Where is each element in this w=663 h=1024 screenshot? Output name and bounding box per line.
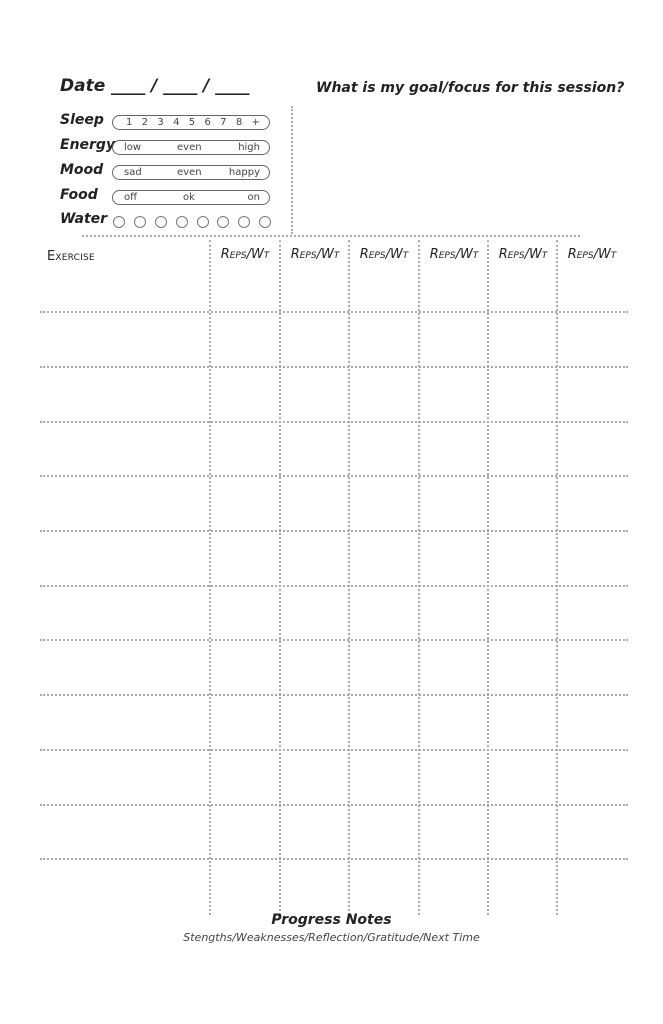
sleep-label: Sleep bbox=[60, 112, 104, 128]
sleep-scale[interactable] bbox=[112, 115, 270, 130]
water-circle[interactable] bbox=[113, 216, 125, 228]
water-circle[interactable] bbox=[259, 216, 271, 228]
set-header: Reps/Wt bbox=[290, 247, 340, 262]
water-circle[interactable] bbox=[197, 216, 209, 228]
sleep-option[interactable]: 8 bbox=[235, 117, 243, 128]
exercise-header: Exercise bbox=[47, 249, 95, 264]
mood-label: Mood bbox=[60, 162, 104, 178]
energy-high[interactable]: high bbox=[238, 142, 260, 153]
row-divider bbox=[40, 639, 628, 641]
water-circle[interactable] bbox=[217, 216, 229, 228]
food-mid[interactable]: ok bbox=[183, 192, 195, 203]
sleep-option[interactable]: + bbox=[251, 117, 260, 128]
row-divider bbox=[40, 858, 628, 860]
date-field[interactable]: Date ____ / ____ / ____ bbox=[60, 76, 250, 96]
column-divider bbox=[418, 240, 420, 915]
row-divider bbox=[40, 366, 628, 368]
row-divider bbox=[40, 311, 628, 313]
sleep-option[interactable]: 2 bbox=[141, 117, 149, 128]
sleep-option[interactable]: 6 bbox=[204, 117, 211, 128]
metrics-bottom-rule bbox=[82, 235, 580, 237]
energy-low[interactable]: low bbox=[124, 142, 142, 153]
row-divider bbox=[40, 804, 628, 806]
water-circle[interactable] bbox=[134, 216, 146, 228]
mood-low[interactable]: sad bbox=[124, 167, 142, 178]
row-divider bbox=[40, 749, 628, 751]
water-circle[interactable] bbox=[176, 216, 188, 228]
sleep-option[interactable]: 7 bbox=[220, 117, 227, 128]
set-header: Reps/Wt bbox=[498, 247, 548, 262]
water-circle[interactable] bbox=[238, 216, 250, 228]
sleep-option[interactable]: 4 bbox=[173, 117, 180, 128]
set-header: Reps/Wt bbox=[359, 247, 409, 262]
row-divider bbox=[40, 421, 628, 423]
mood-scale[interactable] bbox=[112, 165, 270, 180]
column-divider bbox=[209, 240, 211, 915]
mood-high[interactable]: happy bbox=[228, 167, 260, 178]
row-divider bbox=[40, 585, 628, 587]
food-scale[interactable] bbox=[112, 190, 270, 205]
mood-mid[interactable]: even bbox=[177, 167, 202, 178]
sleep-option[interactable]: 1 bbox=[126, 117, 133, 128]
set-header: Reps/Wt bbox=[220, 247, 270, 262]
energy-label: Energy bbox=[60, 137, 116, 153]
water-circle[interactable] bbox=[155, 216, 167, 228]
food-label: Food bbox=[60, 187, 98, 203]
set-header: Reps/Wt bbox=[567, 247, 617, 262]
food-low[interactable]: off bbox=[124, 192, 138, 203]
goal-question: What is my goal/focus for this session? bbox=[316, 80, 625, 96]
row-divider bbox=[40, 530, 628, 532]
row-divider bbox=[40, 475, 628, 477]
column-divider bbox=[279, 240, 281, 915]
column-divider bbox=[348, 240, 350, 915]
food-high[interactable]: on bbox=[247, 192, 260, 203]
column-divider bbox=[487, 240, 489, 915]
water-label: Water bbox=[60, 211, 108, 227]
progress-notes-subtitle: Stengths/Weaknesses/Reflection/Gratitude/Next Time bbox=[183, 931, 480, 944]
metrics-divider bbox=[291, 106, 293, 234]
energy-scale[interactable] bbox=[112, 140, 270, 155]
sleep-option[interactable]: 5 bbox=[188, 117, 196, 128]
sleep-option[interactable]: 3 bbox=[157, 117, 164, 128]
row-divider bbox=[40, 694, 628, 696]
progress-notes-title: Progress Notes bbox=[271, 912, 392, 928]
energy-mid[interactable]: even bbox=[177, 142, 202, 153]
set-header: Reps/Wt bbox=[429, 247, 479, 262]
column-divider bbox=[556, 240, 558, 915]
